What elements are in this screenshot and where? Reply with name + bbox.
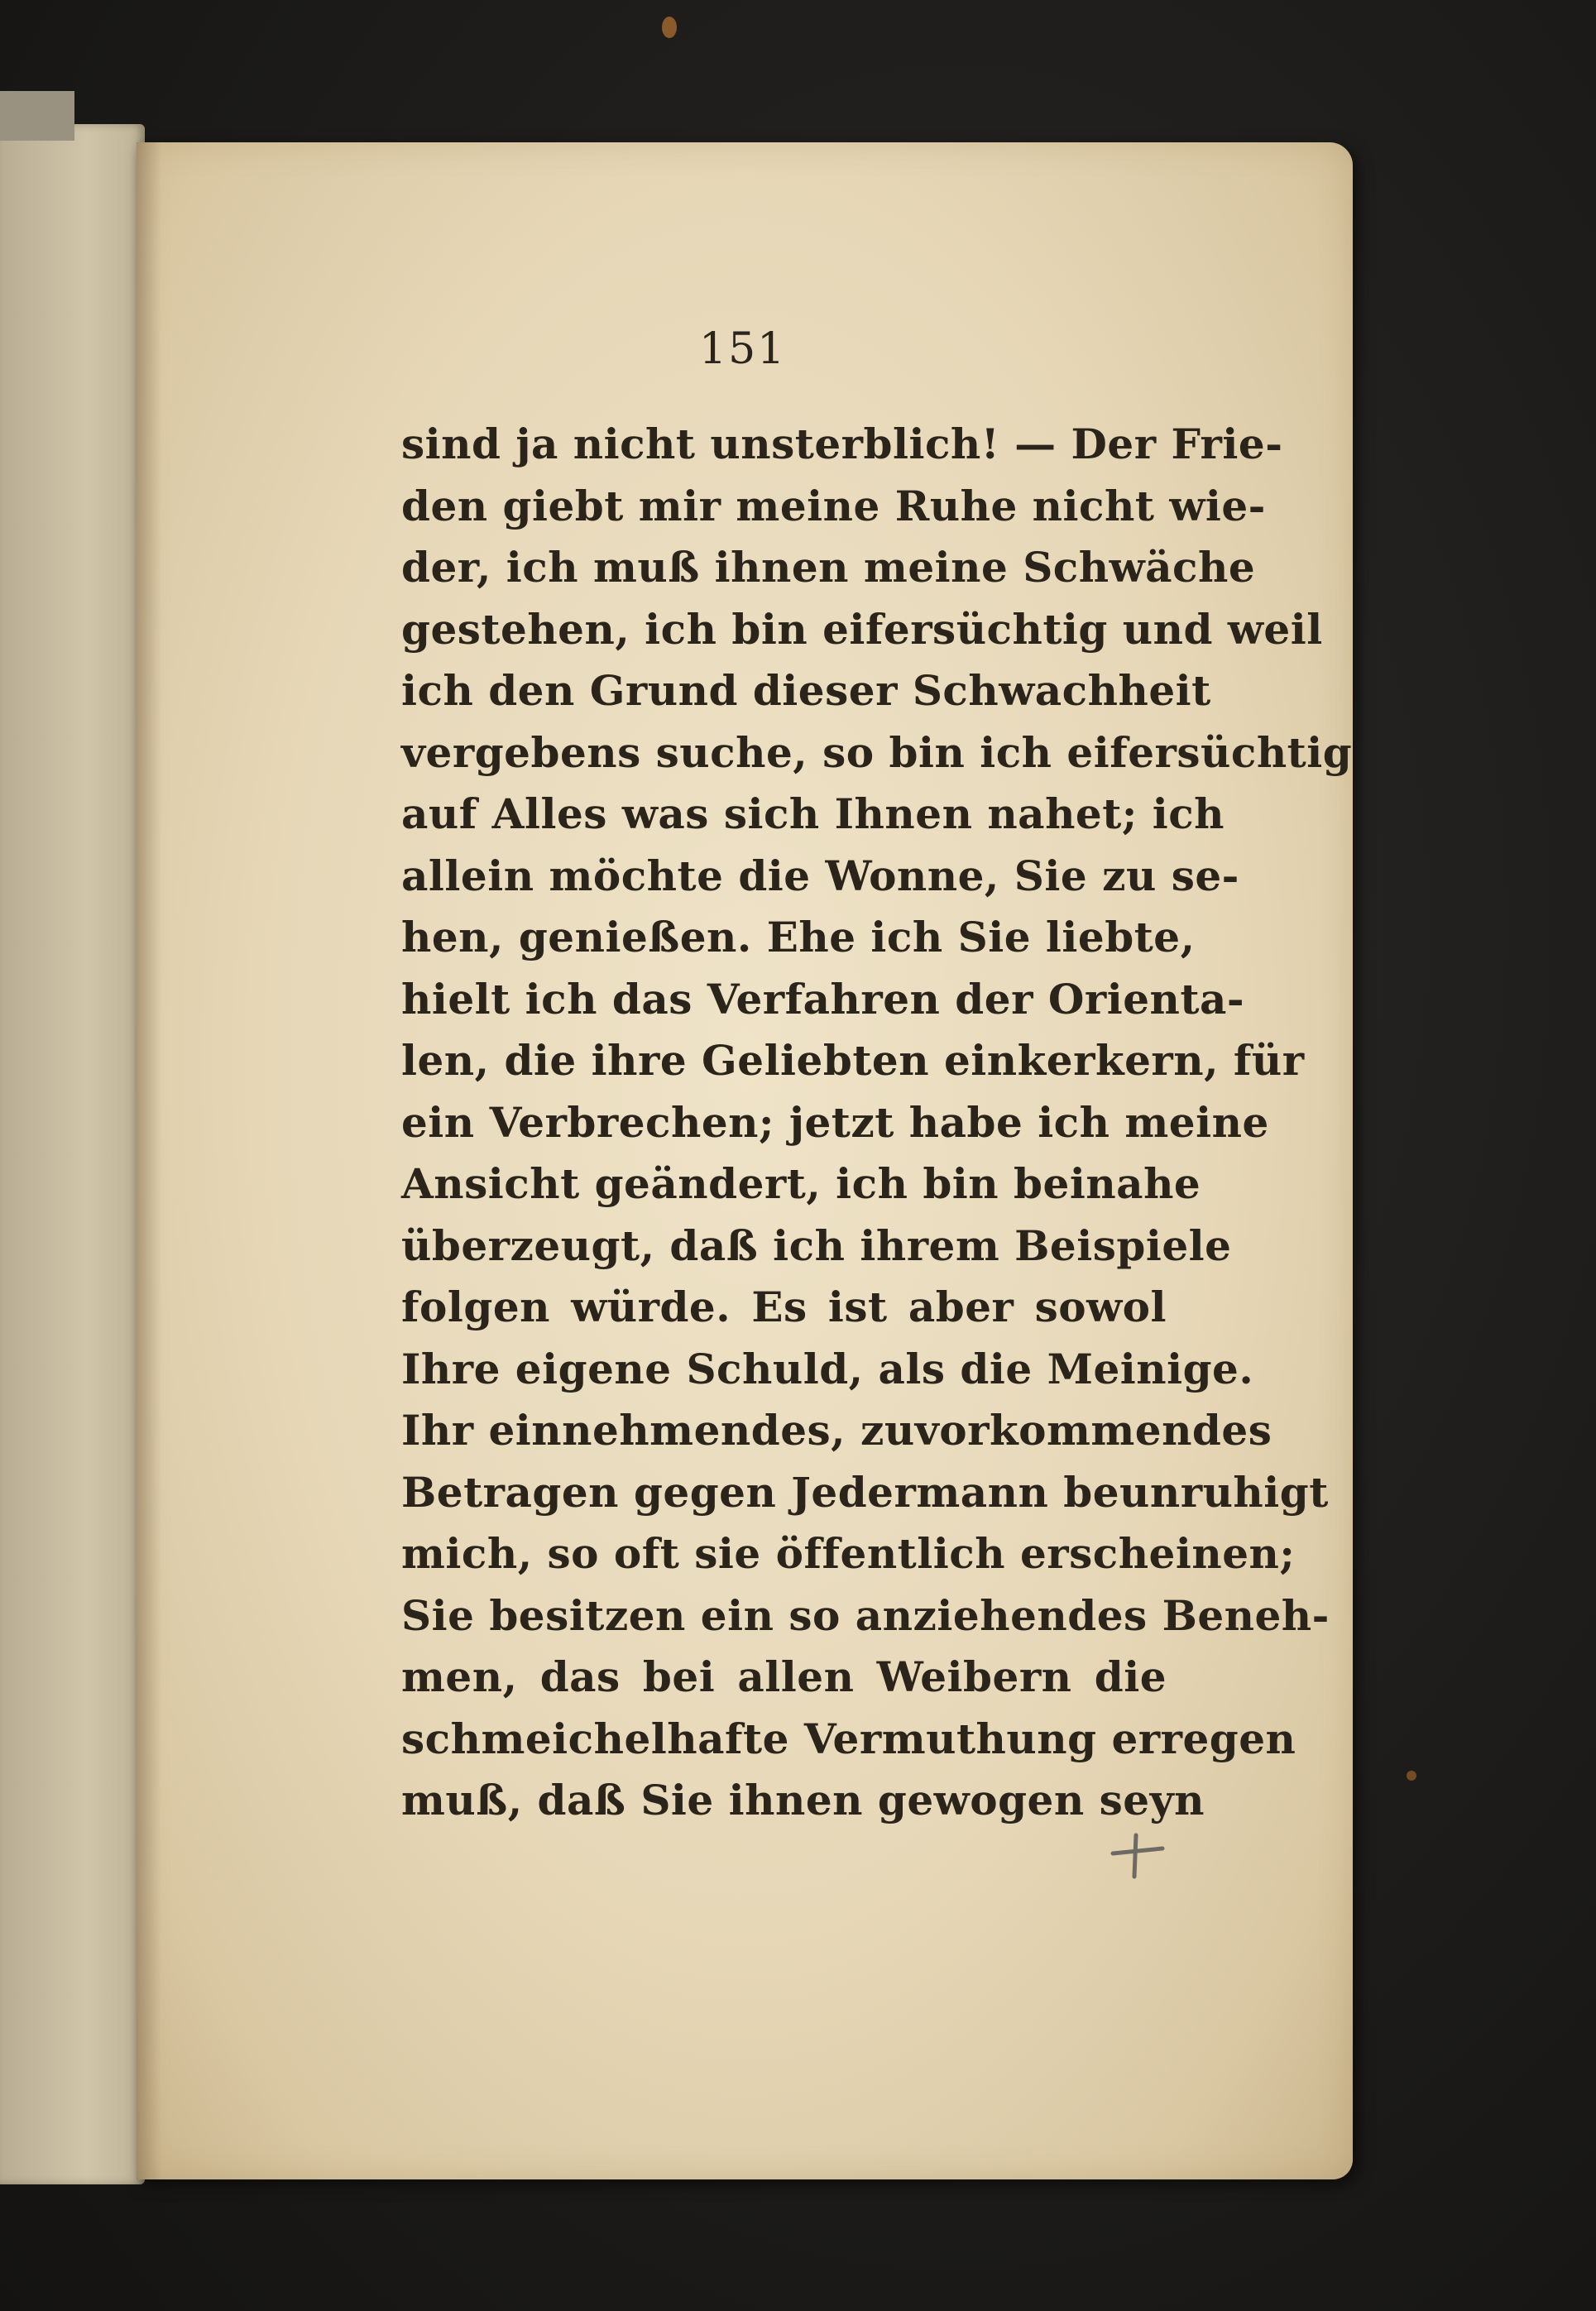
text-line: Ihr einnehmendes, zuvorkommendes	[401, 1406, 1272, 1455]
text-line: ich den Grund dieser Schwachheit	[401, 666, 1211, 715]
text-line: vergebens suche, so bin ich eifersüchtig	[401, 727, 1353, 777]
text-line: len, die ihre Geliebten einkerkern, für	[401, 1036, 1305, 1085]
pencil-mark-icon	[1105, 1820, 1171, 1887]
text-line: überzeugt, daß ich ihrem Beispiele	[401, 1220, 1232, 1270]
text-line: schmeichelhafte Vermuthung erregen	[401, 1714, 1296, 1763]
text-line: mich, so oft sie öffentlich erscheinen;	[401, 1529, 1296, 1578]
text-line: ein Verbrechen; jetzt habe ich meine	[401, 1097, 1269, 1147]
facing-page-edge	[0, 124, 145, 2184]
text-line: den giebt mir meine Ruhe nicht wie-	[401, 481, 1266, 530]
facing-page-corner	[0, 91, 74, 141]
text-line: Betragen gegen Jedermann beunruhigt	[401, 1467, 1329, 1517]
text-line: allein möchte die Wonne, Sie zu se-	[401, 851, 1239, 900]
page-gutter	[137, 142, 161, 2179]
text-line: Sie besitzen ein so anziehendes Beneh-	[401, 1590, 1330, 1640]
body-text	[401, 414, 1353, 1832]
text-line: auf Alles was sich Ihnen nahet; ich	[401, 789, 1225, 838]
text-line: muß, daß Sie ihnen gewogen seyn	[401, 1776, 1205, 1824]
text-line: gestehen, ich bin eifersüchtig und weil	[401, 604, 1323, 654]
text-line: hen, genießen. Ehe ich Sie liebte,	[401, 913, 1196, 961]
paper-stain	[1407, 1771, 1416, 1781]
text-line: Ihre eigene Schuld, als die Meinige.	[401, 1344, 1254, 1393]
text-line: der, ich muß ihnen meine Schwäche	[401, 543, 1256, 592]
text-line: Ansicht geändert, ich bin beinahe	[401, 1159, 1201, 1208]
text-line: sind ja nicht unsterblich! — Der Frie-	[401, 420, 1283, 468]
paper-stain	[662, 17, 677, 38]
text-line: men, das bei allen Weibern die	[401, 1652, 1167, 1701]
text-line: hielt ich das Verfahren der Orienta-	[401, 974, 1245, 1024]
page-number: 151	[699, 324, 787, 374]
text-line: folgen würde. Es ist aber sowol	[401, 1283, 1167, 1331]
